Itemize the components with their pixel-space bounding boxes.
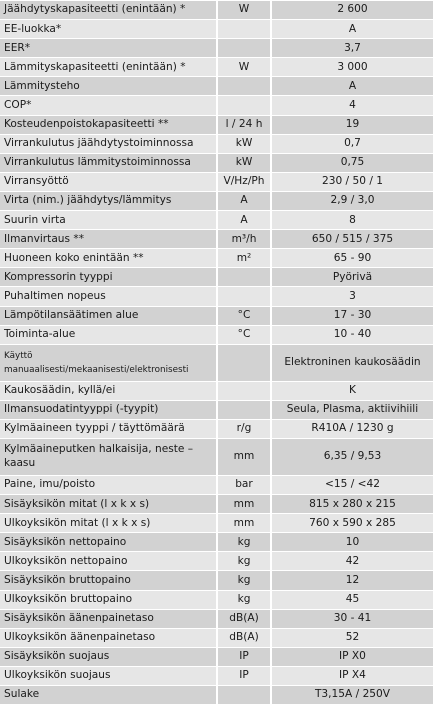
row-value: 0,75 [271, 153, 433, 172]
row-label: Kylmäaineen tyyppi / täyttömäärä [0, 419, 217, 438]
row-label: Virransyöttö [0, 172, 217, 191]
row-label-line2: kaasu [4, 456, 36, 469]
row-label: Sisäyksikön nettopaino [0, 533, 217, 552]
row-unit: °C [217, 325, 271, 344]
row-unit: kg [217, 552, 271, 571]
row-label [0, 344, 217, 381]
row-label: Kompressorin tyyppi [0, 268, 217, 287]
spec-row [0, 249, 433, 268]
row-value: <15 / <42 [271, 475, 433, 494]
spec-row [0, 77, 433, 96]
row-value: 52 [271, 628, 433, 647]
spec-row [0, 287, 433, 306]
spec-row [0, 552, 433, 571]
row-unit [217, 686, 271, 705]
row-label: Ulkoyksikön nettopaino [0, 552, 217, 571]
row-unit: °C [217, 306, 271, 325]
row-label: Ulkoyksikön mitat (l x k x s) [0, 514, 217, 533]
row-value: A [271, 20, 433, 39]
row-value: 760 x 590 x 285 [271, 514, 433, 533]
row-label: Ilmanvirtaus ** [0, 230, 217, 249]
row-label: Ulkoyksikön äänenpainetaso [0, 628, 217, 647]
row-value: Elektroninen kaukosäädin [271, 344, 433, 381]
row-unit: IP [217, 666, 271, 685]
row-value: 10 - 40 [271, 325, 433, 344]
row-value: 42 [271, 552, 433, 571]
row-label: Virta (nim.) jäähdytys/lämmitys [0, 191, 217, 210]
row-value: 65 - 90 [271, 249, 433, 268]
row-label: Jäähdytyskapasiteetti (enintään) * [0, 1, 217, 20]
row-unit: W [217, 58, 271, 77]
row-unit [217, 287, 271, 306]
spec-row [0, 306, 433, 325]
row-label: Huoneen koko enintään ** [0, 249, 217, 268]
row-unit: dB(A) [217, 609, 271, 628]
row-label: Puhaltimen nopeus [0, 287, 217, 306]
row-label: Ulkoyksikön bruttopaino [0, 590, 217, 609]
spec-row [0, 230, 433, 249]
row-label: Lämpötilansäätimen alue [0, 306, 217, 325]
row-label: Kosteudenpoistokapasiteetti ** [0, 115, 217, 134]
row-unit: l / 24 h [217, 115, 271, 134]
spec-row [0, 172, 433, 191]
row-value: 30 - 41 [271, 609, 433, 628]
row-value: 4 [271, 96, 433, 115]
spec-row [0, 58, 433, 77]
spec-row [0, 381, 433, 400]
row-value: Seula, Plasma, aktiivihiili [271, 400, 433, 419]
row-value: 6,35 / 9,53 [271, 438, 433, 475]
row-label: Sisäyksikön mitat (l x k x s) [0, 495, 217, 514]
row-value: 8 [271, 211, 433, 230]
row-unit: bar [217, 475, 271, 494]
row-value: 17 - 30 [271, 306, 433, 325]
row-value: 230 / 50 / 1 [271, 172, 433, 191]
row-label: Paine, imu/poisto [0, 475, 217, 494]
row-unit: V/Hz/Ph [217, 172, 271, 191]
row-label-line1: Käyttö [4, 350, 33, 361]
spec-row [0, 134, 433, 153]
row-unit: kg [217, 571, 271, 590]
row-unit: IP [217, 647, 271, 666]
row-label: Lämmitysteho [0, 77, 217, 96]
row-unit [217, 20, 271, 39]
row-unit: W [217, 1, 271, 20]
row-unit: m² [217, 249, 271, 268]
row-label [0, 438, 217, 475]
row-unit: mm [217, 495, 271, 514]
row-label: EE-luokka* [0, 20, 217, 39]
spec-row [0, 533, 433, 552]
spec-row [0, 344, 433, 381]
spec-row [0, 39, 433, 58]
row-value: IP X0 [271, 647, 433, 666]
spec-row [0, 325, 433, 344]
spec-row [0, 191, 433, 210]
row-value: R410A / 1230 g [271, 419, 433, 438]
spec-row [0, 609, 433, 628]
row-label: Virrankulutus jäähdytystoiminnossa [0, 134, 217, 153]
row-unit [217, 381, 271, 400]
spec-row [0, 268, 433, 287]
row-unit [217, 400, 271, 419]
row-unit: mm [217, 514, 271, 533]
row-unit [217, 268, 271, 287]
row-label: Ilmansuodatintyyppi (-tyypit) [0, 400, 217, 419]
row-unit [217, 39, 271, 58]
spec-row [0, 571, 433, 590]
spec-row [0, 514, 433, 533]
row-value: IP X4 [271, 666, 433, 685]
spec-row [0, 1, 433, 20]
row-unit: kW [217, 134, 271, 153]
row-unit: kg [217, 590, 271, 609]
spec-row [0, 211, 433, 230]
row-unit: A [217, 191, 271, 210]
spec-row [0, 115, 433, 134]
spec-row [0, 400, 433, 419]
row-value: K [271, 381, 433, 400]
spec-row [0, 475, 433, 494]
row-unit: r/g [217, 419, 271, 438]
spec-row [0, 495, 433, 514]
row-unit: A [217, 211, 271, 230]
row-value: A [271, 77, 433, 96]
row-value: 2 600 [271, 1, 433, 20]
row-label: Ulkoyksikön suojaus [0, 666, 217, 685]
row-value: 45 [271, 590, 433, 609]
row-label: Sisäyksikön bruttopaino [0, 571, 217, 590]
row-unit: kW [217, 153, 271, 172]
row-unit [217, 77, 271, 96]
row-value: 650 / 515 / 375 [271, 230, 433, 249]
spec-row [0, 647, 433, 666]
spec-row [0, 153, 433, 172]
row-unit: kg [217, 533, 271, 552]
row-unit: mm [217, 438, 271, 475]
spec-table-body [0, 1, 433, 705]
spec-row [0, 96, 433, 115]
row-label: Kaukosäädin, kyllä/ei [0, 381, 217, 400]
row-label: EER* [0, 39, 217, 58]
row-value: 2,9 / 3,0 [271, 191, 433, 210]
row-unit [217, 344, 271, 381]
spec-row [0, 628, 433, 647]
row-value: 0,7 [271, 134, 433, 153]
row-label: Virrankulutus lämmitystoiminnossa [0, 153, 217, 172]
row-value: 815 x 280 x 215 [271, 495, 433, 514]
spec-row [0, 20, 433, 39]
spec-row [0, 438, 433, 475]
row-unit: dB(A) [217, 628, 271, 647]
row-unit [217, 96, 271, 115]
row-value: 3,7 [271, 39, 433, 58]
spec-row [0, 666, 433, 685]
row-value: T3,15A / 250V [271, 686, 433, 705]
spec-row [0, 686, 433, 705]
row-unit: m³/h [217, 230, 271, 249]
row-value: 3 [271, 287, 433, 306]
row-label: Lämmityskapasiteetti (enintään) * [0, 58, 217, 77]
row-value: 12 [271, 571, 433, 590]
row-label: Sulake [0, 686, 217, 705]
row-value: 19 [271, 115, 433, 134]
row-label-line1: Kylmäaineputken halkaisija, neste – [4, 443, 194, 456]
row-label-line2: manuaalisesti/mekaanisesti/elektronisesti [4, 364, 189, 375]
row-value: 3 000 [271, 58, 433, 77]
row-label: Sisäyksikön suojaus [0, 647, 217, 666]
row-value: 10 [271, 533, 433, 552]
row-label: Toiminta-alue [0, 325, 217, 344]
spec-row [0, 590, 433, 609]
spec-row [0, 419, 433, 438]
row-value: Pyörivä [271, 268, 433, 287]
row-label: Sisäyksikön äänenpainetaso [0, 609, 217, 628]
row-label: COP* [0, 96, 217, 115]
row-label: Suurin virta [0, 211, 217, 230]
